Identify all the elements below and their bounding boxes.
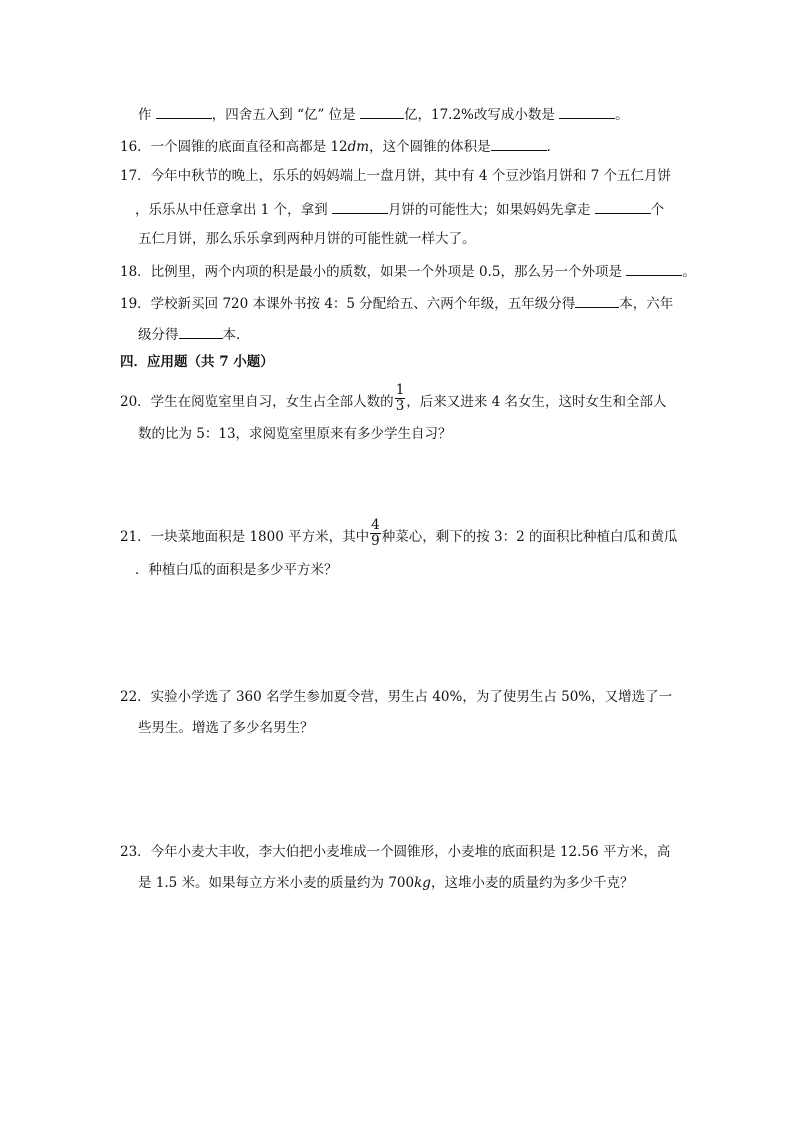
question-19-line-1 bbox=[120, 292, 673, 314]
q17-text-1: 17．今年中秋节的晚上，乐乐的妈妈端上一盘月饼，其中有 4 个豆沙馅月饼和 7 个五仁月饼 bbox=[120, 168, 672, 184]
q23-text-1: 23．今年小麦大丰收，李大伯把小麦堆成一个圆锥形，小麦堆的底面积是 12.56 平方米，高 bbox=[120, 844, 671, 860]
question-20-line-2 bbox=[138, 424, 452, 444]
answer-blank[interactable] bbox=[595, 198, 651, 214]
question-17-line-3 bbox=[138, 229, 476, 249]
q23-unit: kg bbox=[414, 875, 431, 891]
q16-text-2: ，这个圆锥的体积是 bbox=[369, 139, 491, 155]
q21-text-1b: 种菜心，剩下的按 3：2 的面积比种植白瓜和黄瓜 bbox=[381, 529, 678, 545]
answer-blank[interactable] bbox=[491, 135, 547, 151]
question-22-line-1 bbox=[120, 687, 672, 707]
q17-text-2b: 月饼的可能性大；如果妈妈先拿走 bbox=[387, 202, 595, 218]
question-17-line-2 bbox=[135, 198, 664, 220]
section-heading bbox=[120, 352, 274, 372]
q23-text-2b: ，这堆小麦的质量约为多少千克？ bbox=[430, 875, 634, 891]
question-23-line-1 bbox=[120, 842, 670, 862]
answer-blank[interactable] bbox=[332, 198, 388, 214]
answer-blank[interactable] bbox=[626, 260, 682, 276]
q17-text-2a: ，乐乐从中任意拿出 1 个，拿到 bbox=[135, 202, 332, 218]
q22-text-2: 些男生。增选了多少名男生？ bbox=[138, 720, 314, 736]
question-23-line-2 bbox=[138, 873, 633, 893]
q17-text-3: 五仁月饼，那么乐乐拿到两种月饼的可能性就一样大了。 bbox=[138, 231, 476, 247]
question-19-line-2 bbox=[138, 323, 250, 345]
fraction-denominator: 9 bbox=[371, 533, 380, 549]
q15-text-2: ，四舍五入到 “亿” 位是 bbox=[211, 107, 360, 123]
q19-text-1a: 19．学校新买回 720 本课外书按 4：5 分配给五、六两个年级，五年级分得 bbox=[120, 296, 576, 312]
q20-text-1a: 20．学生在阅览室里自习，女生占全部人数的 bbox=[120, 394, 394, 410]
fraction bbox=[395, 383, 406, 414]
q18-text-2: 。 bbox=[682, 264, 696, 280]
question-22-line-2 bbox=[138, 718, 314, 738]
section-title: 四．应用题（共 7 小题） bbox=[120, 354, 274, 370]
answer-blank[interactable] bbox=[559, 103, 615, 119]
q19-text-2b: 本． bbox=[222, 327, 250, 343]
fraction-numerator: 1 bbox=[395, 382, 405, 398]
question-21-line-2 bbox=[135, 560, 338, 580]
q19-text-2a: 级分得 bbox=[138, 327, 179, 343]
question-18 bbox=[120, 260, 696, 282]
q19-text-1b: 本，六年 bbox=[619, 296, 674, 312]
q21-text-2: ．种植白瓜的面积是多少平方米？ bbox=[135, 562, 338, 578]
fraction-denominator: 3 bbox=[395, 398, 405, 414]
q15-text-4: 。 bbox=[615, 107, 629, 123]
answer-blank[interactable] bbox=[179, 323, 223, 339]
q15-continuation-line bbox=[138, 103, 629, 125]
q20-text-2: 数的比为 5：13，求阅览室里原来有多少学生自习？ bbox=[138, 426, 452, 442]
answer-blank[interactable] bbox=[360, 103, 404, 119]
q15-text-1: 作 bbox=[138, 107, 156, 123]
q16-text-1: 16．一个圆锥的底面直径和高都是 12 bbox=[120, 139, 348, 155]
q18-text-1: 18．比例里，两个内项的积是最小的质数，如果一个外项是 0.5，那么另一个外项是 bbox=[120, 264, 627, 280]
q15-text-3: 亿，17.2%改写成小数是 bbox=[403, 107, 560, 123]
answer-blank[interactable] bbox=[575, 292, 619, 308]
q16-text-3: ． bbox=[546, 139, 561, 155]
q20-text-1b: ，后来又进来 4 名女生，这时女生和全部人 bbox=[406, 394, 667, 410]
question-20-line-1 bbox=[120, 382, 667, 418]
q23-text-2a: 是 1.5 米。如果每立方米小麦的质量约为 700 bbox=[138, 875, 415, 891]
q21-text-1a: 21．一块菜地面积是 1800 平方米，其中 bbox=[120, 529, 370, 545]
question-16 bbox=[120, 135, 560, 157]
q16-unit: dm bbox=[347, 139, 370, 155]
question-17-line-1 bbox=[120, 166, 671, 186]
q22-text-1: 22．实验小学选了 360 名学生参加夏令营，男生占 40%，为了使男生占 50%，又增选了一 bbox=[120, 689, 673, 705]
q17-text-2c: 个 bbox=[650, 202, 665, 218]
answer-blank[interactable] bbox=[156, 103, 212, 119]
question-21-line-1 bbox=[120, 517, 678, 553]
fraction-numerator: 4 bbox=[371, 517, 380, 533]
fraction bbox=[370, 518, 381, 549]
